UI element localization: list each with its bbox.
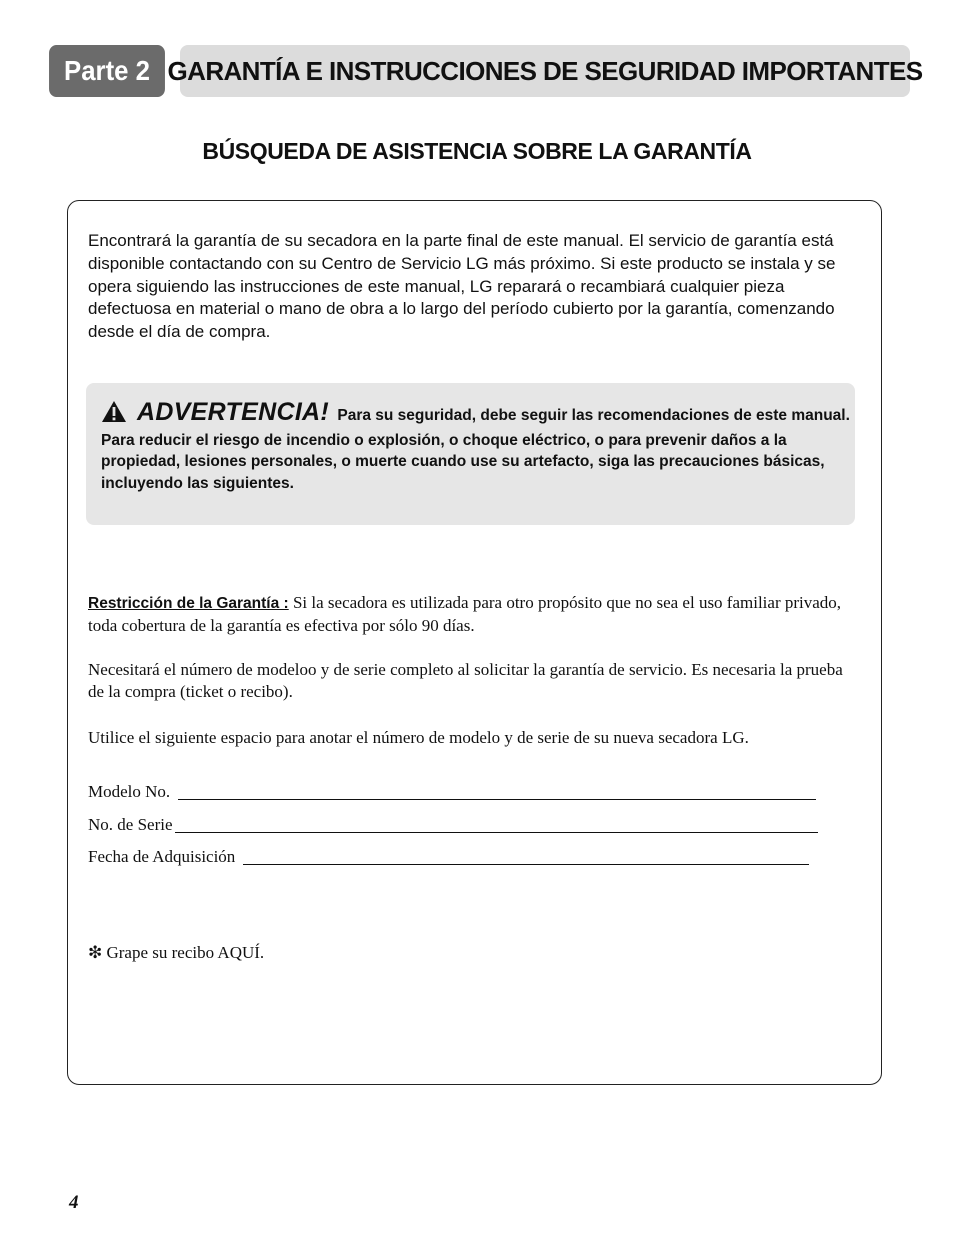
staple-note: ❇ Grape su recibo AQUÍ. xyxy=(88,943,265,962)
part-title-bar xyxy=(167,45,923,97)
warning-text-block xyxy=(101,400,853,494)
model-line[interactable] xyxy=(178,799,816,800)
warning-text: Para su seguridad, debe seguir las recomendaciones de este manual. Para reducir el riesgo de incendio o explosión, o choque eléctrico, o para prevenir daños a la propiedad, lesiones personales, o muerte cuando use su artefacto, siga las precauciones básicas, incluyendo las siguientes. xyxy=(101,407,850,492)
serial-note: Necesitará el número de modeloo y de serie completo al solicitar la garantía de servicio. Es necesaria la prueba de la compra (ticket o recibo). xyxy=(88,660,843,701)
intro-paragraph: Encontrará la garantía de su secadora en la parte final de este manual. El servicio de garantía está disponible contactando con su Centro de Servicio LG más próximo. Si este producto se instala y se opera siguiendo las instrucciones de este manual, LG reparará o recambiará cualquier pieza defectuosa en material o mano de obra a lo largo del período cubierto por la garantía, comenzando desde el día de compra. xyxy=(88,231,836,342)
part-title: GARANTÍA E INSTRUCCIONES DE SEGURIDAD IMPORTANTES xyxy=(167,55,923,86)
serial-line[interactable] xyxy=(175,832,818,833)
date-line[interactable] xyxy=(243,864,809,865)
warning-triangle-icon xyxy=(101,400,127,430)
date-field xyxy=(88,845,809,867)
page-number: 4 xyxy=(69,1192,79,1213)
space-note: Utilice el siguiente espacio para anotar el número de modelo y de serie de su nueva secadora LG. xyxy=(88,728,749,747)
restriction-paragraph xyxy=(88,592,858,636)
serial-label: No. de Serie xyxy=(88,815,173,834)
part-label: Parte 2 xyxy=(64,55,150,86)
part-tab xyxy=(49,45,165,97)
serial-field xyxy=(88,813,818,835)
model-label: Modelo No. xyxy=(88,782,171,801)
date-label: Fecha de Adquisición xyxy=(88,847,236,866)
section-heading: BÚSQUEDA DE ASISTENCIA SOBRE LA GARANTÍA xyxy=(202,138,752,164)
restriction-label: Restricción de la Garantía : xyxy=(88,595,289,612)
warning-label: ADVERTENCIA! xyxy=(137,398,330,426)
model-field xyxy=(88,780,816,802)
restriction-text: Si la secadora es utilizada para otro propósito que no sea el uso familiar privado, toda cobertura de la garantía es efectiva por sólo 90 días. xyxy=(88,593,842,635)
